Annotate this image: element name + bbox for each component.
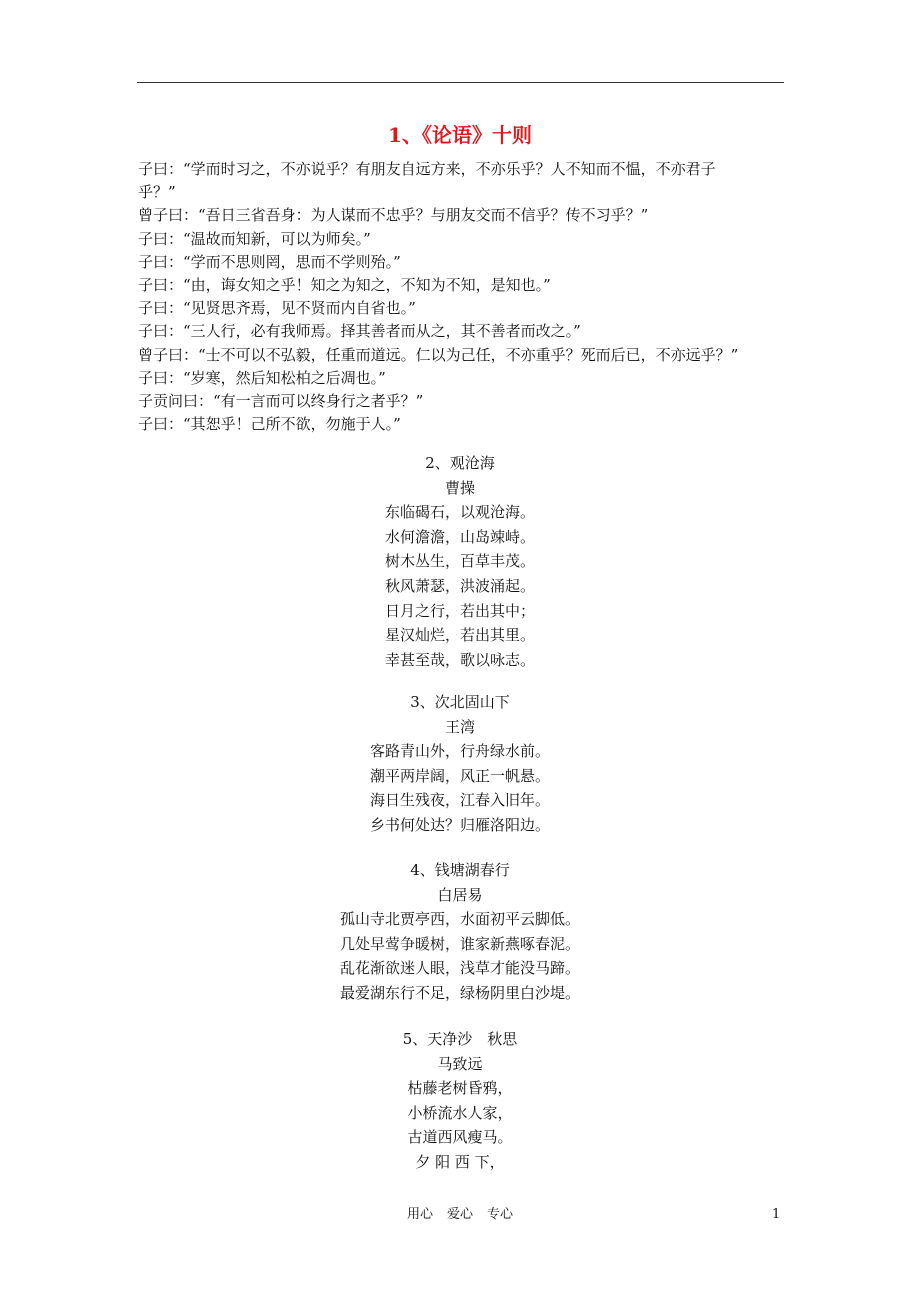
lunyu-line: 子曰：“三人行，必有我师焉。择其善者而从之，其不善者而改之。”	[138, 322, 581, 341]
lunyu-line: 子曰：“学而时习之，不亦说乎？有朋友自远方来，不亦乐乎？人不知而不愠，不亦君子	[138, 160, 716, 178]
poem-line: 东临碣石，以观沧海。	[384, 503, 535, 522]
page-footer	[0, 1206, 920, 1224]
poem-tian-jing-sha	[0, 1027, 920, 1175]
poem-line: 枯藤老树昏鸦，	[407, 1079, 513, 1098]
poem-line: 幸甚至哉，歌以咏志。	[384, 650, 535, 669]
poem-line: 几处早莺争暖树，谁家新燕啄春泥。	[339, 934, 580, 953]
poem-line: 树木丛生，百草丰茂。	[384, 552, 535, 571]
poem-ci-bei-gu-shan-xia	[0, 690, 920, 838]
poem-line: 小桥流水人家，	[407, 1103, 513, 1122]
footer-motto-item: 爱心	[446, 1207, 473, 1222]
lunyu-line: 曾子曰：“士不可以不弘毅，任重而道远。仁以为己任，不亦重乎？死而后已，不亦远乎？”	[138, 345, 739, 364]
poem-line: 海日生残夜，江春入旧年。	[369, 791, 550, 810]
poem-title: 5、天净沙 秋思	[402, 1030, 518, 1048]
poem-guan-cang-hai	[0, 451, 920, 672]
poem-line: 古道西风瘦马。	[407, 1128, 513, 1147]
lunyu-line: 子曰：“其恕乎！己所不欲，勿施于人。”	[138, 415, 401, 434]
poem-line: 最爱湖东行不足，绿杨阴里白沙堤。	[339, 983, 580, 1002]
poem-qian-tang-hu-chun-xing	[0, 858, 920, 1006]
poem-title: 3、次北固山下	[410, 693, 510, 711]
poem-line: 星汉灿烂，若出其里。	[384, 626, 535, 645]
poem-line: 乱花渐欲迷人眼，浅草才能没马蹄。	[339, 959, 580, 978]
lunyu-line: 子曰：“岁寒，然后知松柏之后凋也。”	[138, 368, 386, 387]
poem-author: 王湾	[444, 717, 475, 736]
poem-title: 4、钱塘湖春行	[410, 861, 510, 879]
footer-motto-item: 专心	[487, 1207, 514, 1222]
lunyu-line: 子曰：“由，诲女知之乎！知之为知之，不知为不知，是知也。”	[138, 276, 551, 295]
lunyu-line: 子曰：“温故而知新，可以为师矣。”	[138, 229, 371, 248]
poem-line: 夕 阳 西 下，	[415, 1152, 505, 1171]
footer-motto-item: 用心	[406, 1207, 433, 1222]
lunyu-line: 子曰：“学而不思则罔，思而不学则殆。”	[138, 252, 401, 271]
poem-author: 白居易	[437, 885, 483, 904]
poem-author: 马致远	[437, 1054, 483, 1073]
poem-line: 日月之行，若出其中；	[384, 601, 535, 620]
lunyu-line: 乎？”	[138, 183, 176, 202]
lunyu-section	[138, 158, 788, 436]
lunyu-line: 子贡问曰：“有一言而可以终身行之者乎？”	[138, 392, 424, 411]
poem-line: 秋风萧瑟，洪波涌起。	[384, 576, 535, 595]
poem-title: 2、观沧海	[425, 454, 495, 472]
lunyu-line: 曾子曰：“吾日三省吾身：为人谋而不忠乎？与朋友交而不信乎？传不习乎？”	[138, 206, 649, 225]
poem-line: 乡书何处达？归雁洛阳边。	[369, 815, 550, 834]
poem-line: 孤山寺北贾亭西，水面初平云脚低。	[339, 910, 580, 929]
poem-line: 客路青山外，行舟绿水前。	[369, 742, 550, 761]
page-number: 1	[772, 1207, 781, 1222]
poem-line: 潮平两岸阔，风正一帆悬。	[369, 766, 550, 785]
page-title: 1、《论语》十则	[388, 123, 532, 147]
header-rule	[137, 82, 784, 83]
poem-author: 曹操	[444, 478, 475, 497]
lunyu-line: 子曰：“见贤思齐焉，见不贤而内自省也。”	[138, 299, 416, 318]
poem-line: 水何澹澹，山岛竦峙。	[384, 527, 535, 546]
